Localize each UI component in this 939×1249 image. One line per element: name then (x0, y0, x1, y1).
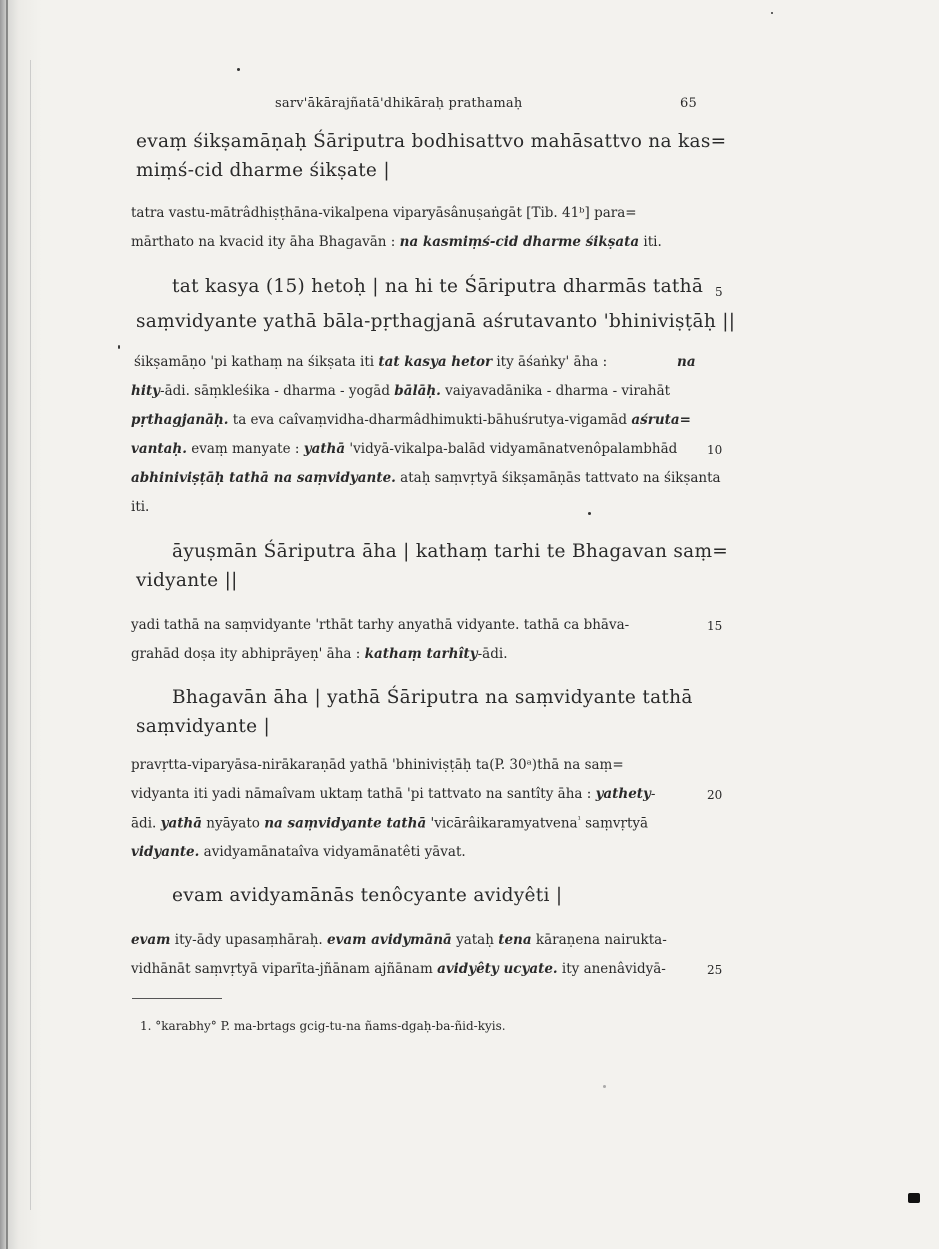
commentary-text: 'vidyā-vikalpa-balād vidyamānatvenôpalambhād (349, 441, 678, 457)
commentary-text: avidyamānataîva vidyamānatêti yāvat. (203, 844, 466, 860)
commentary-text: ataḥ saṃvṛtyā śikṣamāṇās tattvato na śikṣanta (400, 470, 721, 486)
quoted-text: vidyante. (131, 844, 200, 860)
commentary-line (131, 961, 666, 977)
commentary-text: śikṣamāṇo 'pi kathaṃ na śikṣata iti (134, 354, 375, 370)
verse-line: Bhagavān āha | yathā Śāriputra na saṃvidyante tathā (172, 687, 693, 708)
verse-line: saṃvidyante | (136, 716, 271, 737)
commentary-text: ādi. (131, 815, 157, 832)
quoted-text: na saṃvidyante tathā (264, 815, 427, 832)
commentary-text: vaiyavadānika - dharma - virahāt (445, 383, 671, 399)
commentary-text: ta eva caîvaṃvidha-dharmâdhimukti-bāhuśrutya-vigamād (232, 412, 628, 428)
quoted-text: evam avidymānā (327, 932, 452, 948)
quoted-text: na (677, 354, 696, 370)
quoted-text: yathā (160, 815, 202, 832)
commentary-line (131, 441, 677, 457)
commentary-text: -ādi. (477, 646, 508, 662)
quoted-text: pṛthagjanāḥ. (131, 412, 229, 428)
commentary-line (131, 470, 721, 486)
quoted-text: hity (131, 383, 161, 399)
footnote-marker: ¹ (577, 815, 581, 824)
commentary-line: tatra vastu-mātrâdhiṣṭhāna-vikalpena viparyāsânuṣaṅgāt [Tib. 41ᵇ] para= (131, 205, 637, 221)
speck (588, 512, 591, 515)
commentary-text: yataḥ (456, 932, 494, 948)
spine-edge-line (6, 0, 8, 1249)
line-number: 5 (715, 285, 723, 299)
quoted-text: tat kasya hetor (378, 354, 493, 370)
commentary-text: kāraṇena nairukta- (535, 932, 667, 948)
commentary-line (134, 354, 607, 370)
verse-line: āyuṣmān Śāriputra āha | kathaṃ tarhi te Bhagavan saṃ= (172, 541, 729, 562)
commentary-line (131, 383, 670, 399)
line-number: 15 (707, 619, 723, 633)
commentary-text: vidyanta iti yadi nāmaîvam uktaṃ tathā 'pi tattvato na santîty āha : (131, 786, 592, 802)
quoted-text: avidyêty ucyate. (437, 961, 558, 977)
footnote-rule (132, 998, 222, 999)
speck (237, 68, 240, 71)
commentary-text: ity āśaṅky' āha : (496, 354, 608, 370)
commentary-text: mārthato na kvacid ity āha Bhagavān : (131, 234, 396, 250)
commentary-line: iti. (131, 499, 150, 515)
commentary-text: saṃvṛtyā (585, 815, 649, 832)
commentary-line (131, 412, 691, 428)
verse-line: saṃvidyante yathā bāla-pṛthagjanā aśrutavanto 'bhiniviṣṭāḥ || (136, 311, 736, 332)
commentary-line: pravṛtta-viparyāsa-nirākaraṇād yathā 'bhiniviṣṭāḥ ta(P. 30ᵃ)thā na saṃ= (131, 757, 624, 773)
quoted-text: yathā (303, 441, 346, 457)
quoted-text: yathety (595, 786, 651, 802)
quoted-text: evam (131, 932, 171, 948)
speck (118, 345, 120, 349)
verse-line: evam avidyamānās tenôcyante avidyêti | (172, 885, 563, 906)
commentary-text: evaṃ manyate : (191, 441, 300, 457)
quoted-text: aśruta= (631, 412, 691, 428)
line-number: 20 (707, 788, 723, 802)
line-number: 25 (707, 963, 723, 977)
commentary-text: ity-ādy upasaṃhāraḥ. (174, 932, 323, 948)
commentary-text: ity anenâvidyā- (561, 961, 666, 977)
quoted-text: na kasmiṃś-cid dharme śikṣata (399, 234, 640, 250)
verse-line: evaṃ śikṣamāṇaḥ Śāriputra bodhisattvo mahāsattvo na kas= (136, 131, 727, 152)
verse-line: vidyante || (136, 570, 238, 591)
running-header: sarv'ākārajñatā'dhikāraḥ prathamaḥ (275, 96, 523, 111)
commentary-line (131, 234, 662, 250)
commentary-text: 'vicārâikaramyatvena (430, 815, 578, 832)
commentary-text: grahād doṣa ity abhiprāyeṇ' āha : (131, 646, 361, 662)
commentary-line (131, 932, 667, 948)
commentary-line (131, 786, 655, 802)
quoted-text: kathaṃ tarhîty (364, 646, 478, 662)
verse-line: tat kasya (15) hetoḥ | na hi te Śāriputra dharmās tathā (172, 276, 704, 297)
footnote: 1. °karabhy° P. ma-brtags gcig-tu-na ñams-dgaḥ-ba-ñid-kyis. (140, 1019, 506, 1033)
spine-inner-line (30, 60, 31, 1210)
quoted-text: vantaḥ. (131, 441, 187, 457)
commentary-text: - (650, 786, 656, 802)
commentary-text: nyāyato (206, 815, 260, 832)
commentary-text: iti. (643, 234, 662, 250)
speck (603, 1085, 606, 1088)
commentary-line (131, 844, 466, 860)
quoted-text: abhiniviṣṭāḥ tathā na saṃvidyante. (131, 470, 396, 486)
commentary-text: -ādi. sāṃkleśika - dharma - yogād (160, 383, 390, 399)
commentary-line: yadi tathā na saṃvidyante 'rthāt tarhy anyathā vidyante. tathā ca bhāva- (131, 617, 630, 633)
quoted-text: tena (498, 932, 532, 948)
speck (771, 12, 773, 14)
commentary-line (131, 815, 648, 832)
commentary-line-end (677, 354, 696, 370)
line-number: 10 (707, 443, 723, 457)
commentary-text: vidhānāt saṃvṛtyā viparīta-jñānam ajñānam (131, 961, 433, 977)
scan-mark (908, 1193, 920, 1203)
verse-line: miṃś-cid dharme śikṣate | (136, 160, 390, 181)
quoted-text: bālāḥ. (394, 383, 441, 399)
page-number: 65 (680, 96, 697, 111)
commentary-line (131, 646, 508, 662)
